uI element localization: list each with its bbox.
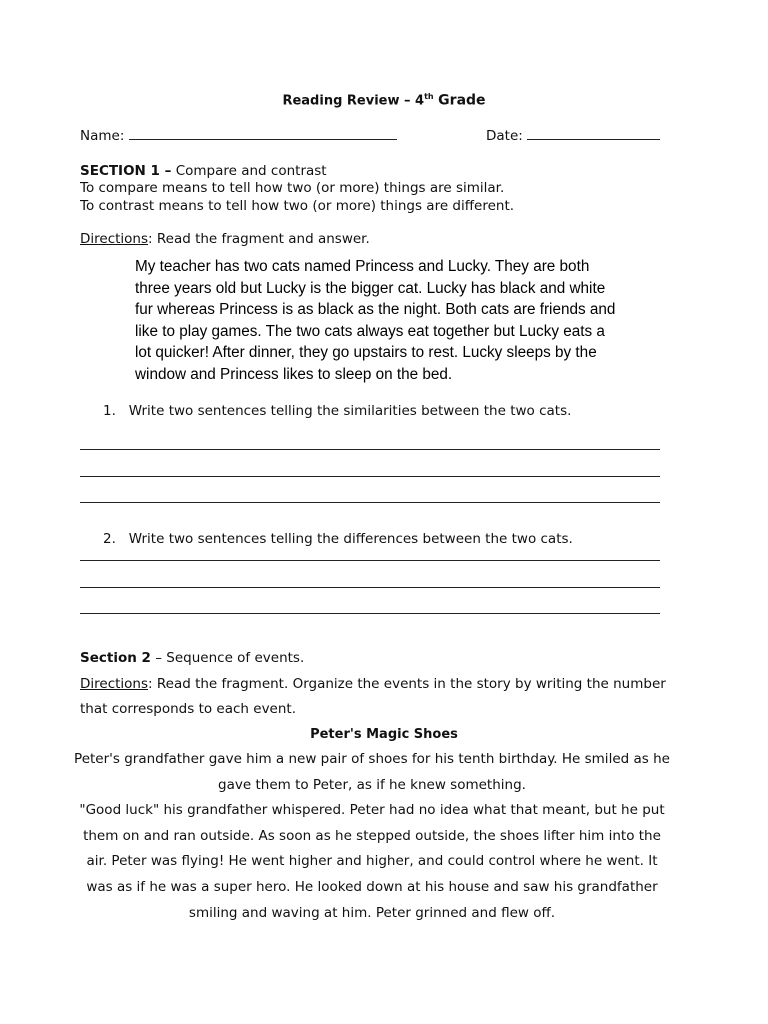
- section2-heading-row: [80, 650, 304, 667]
- question-number: 1.: [103, 403, 116, 419]
- fragment-line: fur whereas Princess is as black as the night. Both cats are friends and: [135, 301, 616, 319]
- section2-topic: – Sequence of events.: [155, 650, 305, 666]
- name-label: Name:: [80, 128, 125, 144]
- story-line: gave them to Peter, as if he knew something.: [218, 776, 526, 793]
- story-line: Peter's grandfather gave him a new pair of shoes for his tenth birthday. He smiled as he: [74, 751, 670, 767]
- name-field[interactable]: [129, 127, 397, 140]
- story-title: Peter's Magic Shoes: [310, 727, 458, 742]
- contrast-definition: To contrast means to tell how two (or more) things are different.: [80, 198, 515, 214]
- fragment-line: three years old but Lucky is the bigger cat. Lucky has black and white: [135, 279, 606, 297]
- story-line: them on and ran outside. As soon as he stepped outside, the shoes lifter him into the: [83, 827, 661, 844]
- directions-text: : Read the fragment and answer.: [148, 231, 370, 247]
- section2-directions-cont: that corresponds to each event.: [80, 701, 297, 717]
- section1-heading-row: [80, 163, 327, 180]
- question-2: [103, 531, 573, 548]
- title-superscript: th: [424, 92, 434, 101]
- section1-directions: [80, 231, 370, 248]
- date-row: [486, 127, 660, 145]
- title-dash: – 4: [404, 93, 425, 109]
- page-title: [0, 92, 768, 108]
- date-field[interactable]: [527, 127, 660, 140]
- compare-definition: To compare means to tell how two (or more) things are similar.: [80, 180, 505, 196]
- answer-line[interactable]: [80, 476, 660, 477]
- section1-topic: Compare and contrast: [175, 163, 327, 179]
- answer-line[interactable]: [80, 613, 660, 614]
- answer-line[interactable]: [80, 560, 660, 561]
- directions-label: Directions: [80, 231, 149, 247]
- fragment-line: lot quicker! After dinner, they go upstairs to rest. Lucky sleeps by the: [135, 344, 597, 362]
- fragment-line: window and Princess likes to sleep on the bed.: [135, 365, 453, 383]
- section1-heading: SECTION 1 –: [80, 163, 172, 179]
- story-line: "Good luck" his grandfather whispered. Peter had no idea what that meant, but he put: [79, 802, 665, 819]
- story-line: was as if he was a super hero. He looked down at his house and saw his grandfather: [86, 878, 658, 895]
- title-grade: Grade: [438, 92, 486, 109]
- story-line: smiling and waving at him. Peter grinned and flew off.: [188, 904, 556, 921]
- question-1: [103, 403, 571, 420]
- directions-text: : Read the fragment. Organize the events in the story by writing the number: [148, 676, 666, 692]
- story-line: air. Peter was flying! He went higher and higher, and could control where he went. It: [86, 853, 658, 870]
- date-label: Date:: [486, 128, 523, 144]
- question-number: 2.: [103, 531, 116, 547]
- answer-line[interactable]: [80, 587, 660, 588]
- cats-fragment: [135, 256, 635, 386]
- answer-line[interactable]: [80, 449, 660, 450]
- name-row: [80, 127, 397, 145]
- section2-heading: Section 2: [80, 650, 151, 666]
- fragment-line: like to play games. The two cats always eat together but Lucky eats a: [135, 322, 605, 340]
- story-text: [70, 747, 674, 926]
- section2-directions: [80, 676, 666, 693]
- fragment-line: My teacher has two cats named Princess and Lucky. They are both: [135, 258, 590, 275]
- question-text: Write two sentences telling the differences between the two cats.: [128, 531, 573, 547]
- question-text: Write two sentences telling the similarities between the two cats.: [128, 403, 572, 419]
- directions-label: Directions: [80, 676, 149, 692]
- answer-line[interactable]: [80, 502, 660, 503]
- title-prefix: Reading Review: [282, 93, 400, 109]
